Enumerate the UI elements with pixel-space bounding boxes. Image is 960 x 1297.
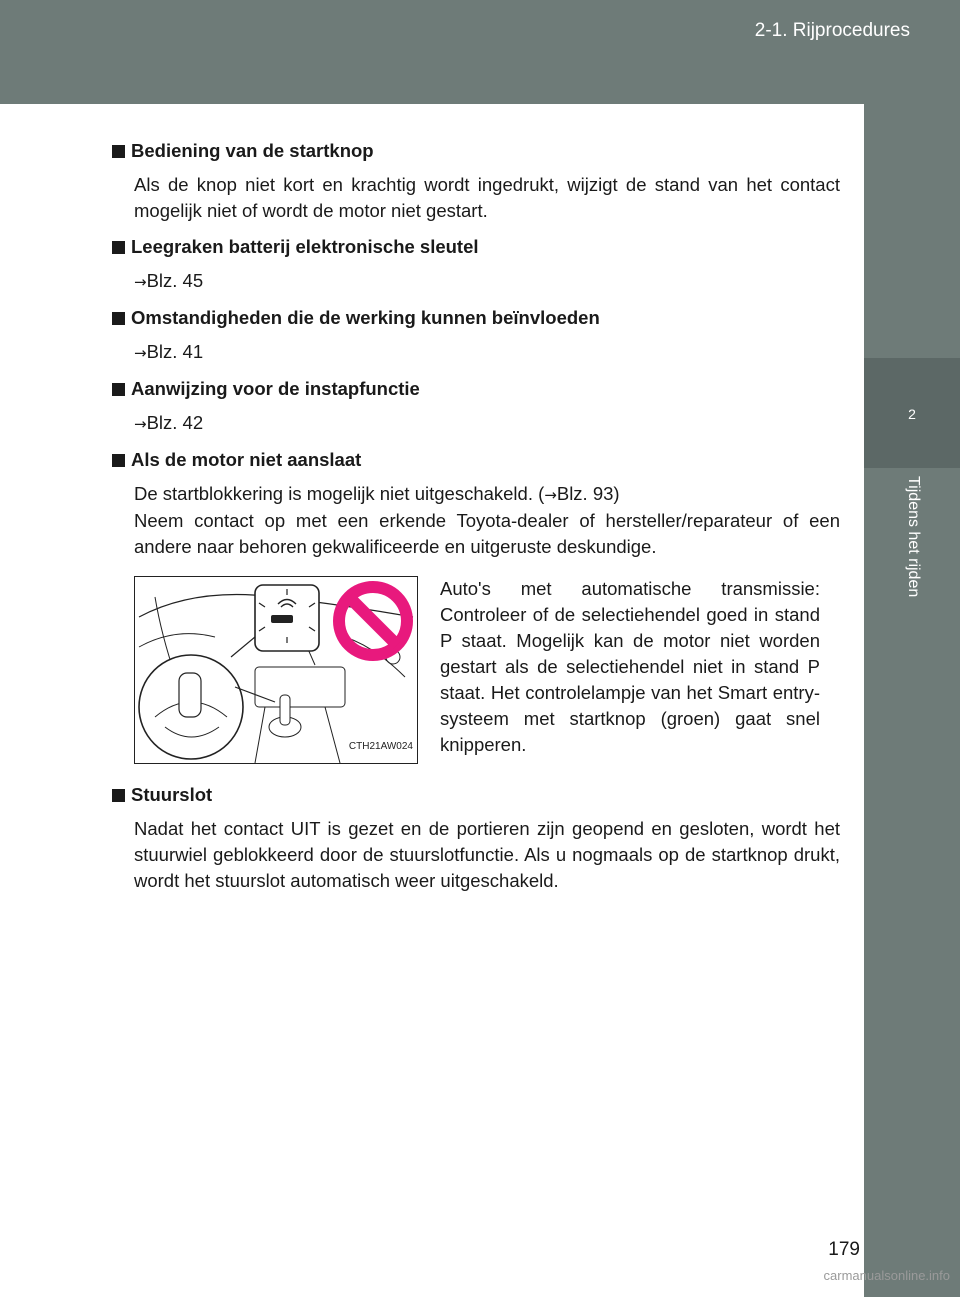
illustration-dashboard: [134, 576, 418, 764]
arrow-right-icon: →: [134, 273, 147, 291]
square-bullet-icon: [112, 145, 125, 158]
square-bullet-icon: [112, 454, 125, 467]
page-content: [112, 138, 840, 904]
section-heading: Leegraken batterij elektronische sleutel: [112, 234, 840, 260]
side-tab-label: Tijdens het rijden: [905, 476, 922, 598]
section-batterij: [112, 234, 840, 295]
square-bullet-icon: [112, 312, 125, 325]
section-heading: Stuurslot: [112, 782, 840, 808]
section-motor-niet-aanslaat: [112, 447, 840, 764]
section-body: De startblokkering is mogelijk niet uitgeschakeld. (→Blz. 93): [134, 483, 620, 504]
chapter-title: 2-1. Rijprocedures: [754, 20, 910, 41]
page-number: 179: [828, 1239, 860, 1260]
section-heading: Aanwijzing voor de instapfunctie: [112, 376, 840, 402]
square-bullet-icon: [112, 789, 125, 802]
arrow-right-icon: →: [544, 486, 557, 504]
side-tab-number: 2: [908, 406, 916, 422]
section-body: Neem contact op met een erkende Toyota-dealer of hersteller/reparateur of een andere naar behoren gekwalificeerde en uitgeruste deskundige.: [134, 510, 840, 557]
page-reference: →Blz. 41: [134, 341, 204, 362]
section-heading: Bediening van de startknop: [112, 138, 840, 164]
figure-caption: Auto's met automatische transmissie: Controleer of de selectiehendel goed in stand P staat. Mogelijk kan de motor niet worden gestart als de selectiehendel niet in stand P staat. Het controlelampje van het Smart entry-systeem met startknop (groen) gaat snel knipperen.: [440, 578, 820, 755]
square-bullet-icon: [112, 241, 125, 254]
figure-code: CTH21AW024: [348, 741, 413, 752]
section-body: Als de knop niet kort en krachtig wordt ingedrukt, wijzigt de stand van het contact mogelijk niet of wordt de motor niet gestart.: [134, 174, 840, 221]
section-heading: Als de motor niet aanslaat: [112, 447, 840, 473]
page-header: [0, 0, 960, 104]
section-omstandigheden: [112, 305, 840, 366]
square-bullet-icon: [112, 383, 125, 396]
section-instapfunctie: [112, 376, 840, 437]
arrow-right-icon: →: [134, 344, 147, 362]
watermark: carmanualsonline.info: [823, 1268, 950, 1283]
arrow-right-icon: →: [134, 415, 147, 433]
page-reference: →Blz. 42: [134, 412, 204, 433]
side-tab: [864, 104, 960, 1297]
section-body: Nadat het contact UIT is gezet en de portieren zijn geopend en gesloten, wordt het stuurwiel geblokkeerd door de stuurslotfunctie. Als u nogmaals op de startknop drukt, wordt het stuurslot automatisch weer uitgeschakeld.: [134, 818, 840, 891]
section-heading: Omstandigheden die de werking kunnen beïnvloeden: [112, 305, 840, 331]
page-reference: →Blz. 45: [134, 270, 204, 291]
section-stuurslot: [112, 782, 840, 894]
figure-row: [112, 576, 840, 764]
section-startknop: [112, 138, 840, 224]
